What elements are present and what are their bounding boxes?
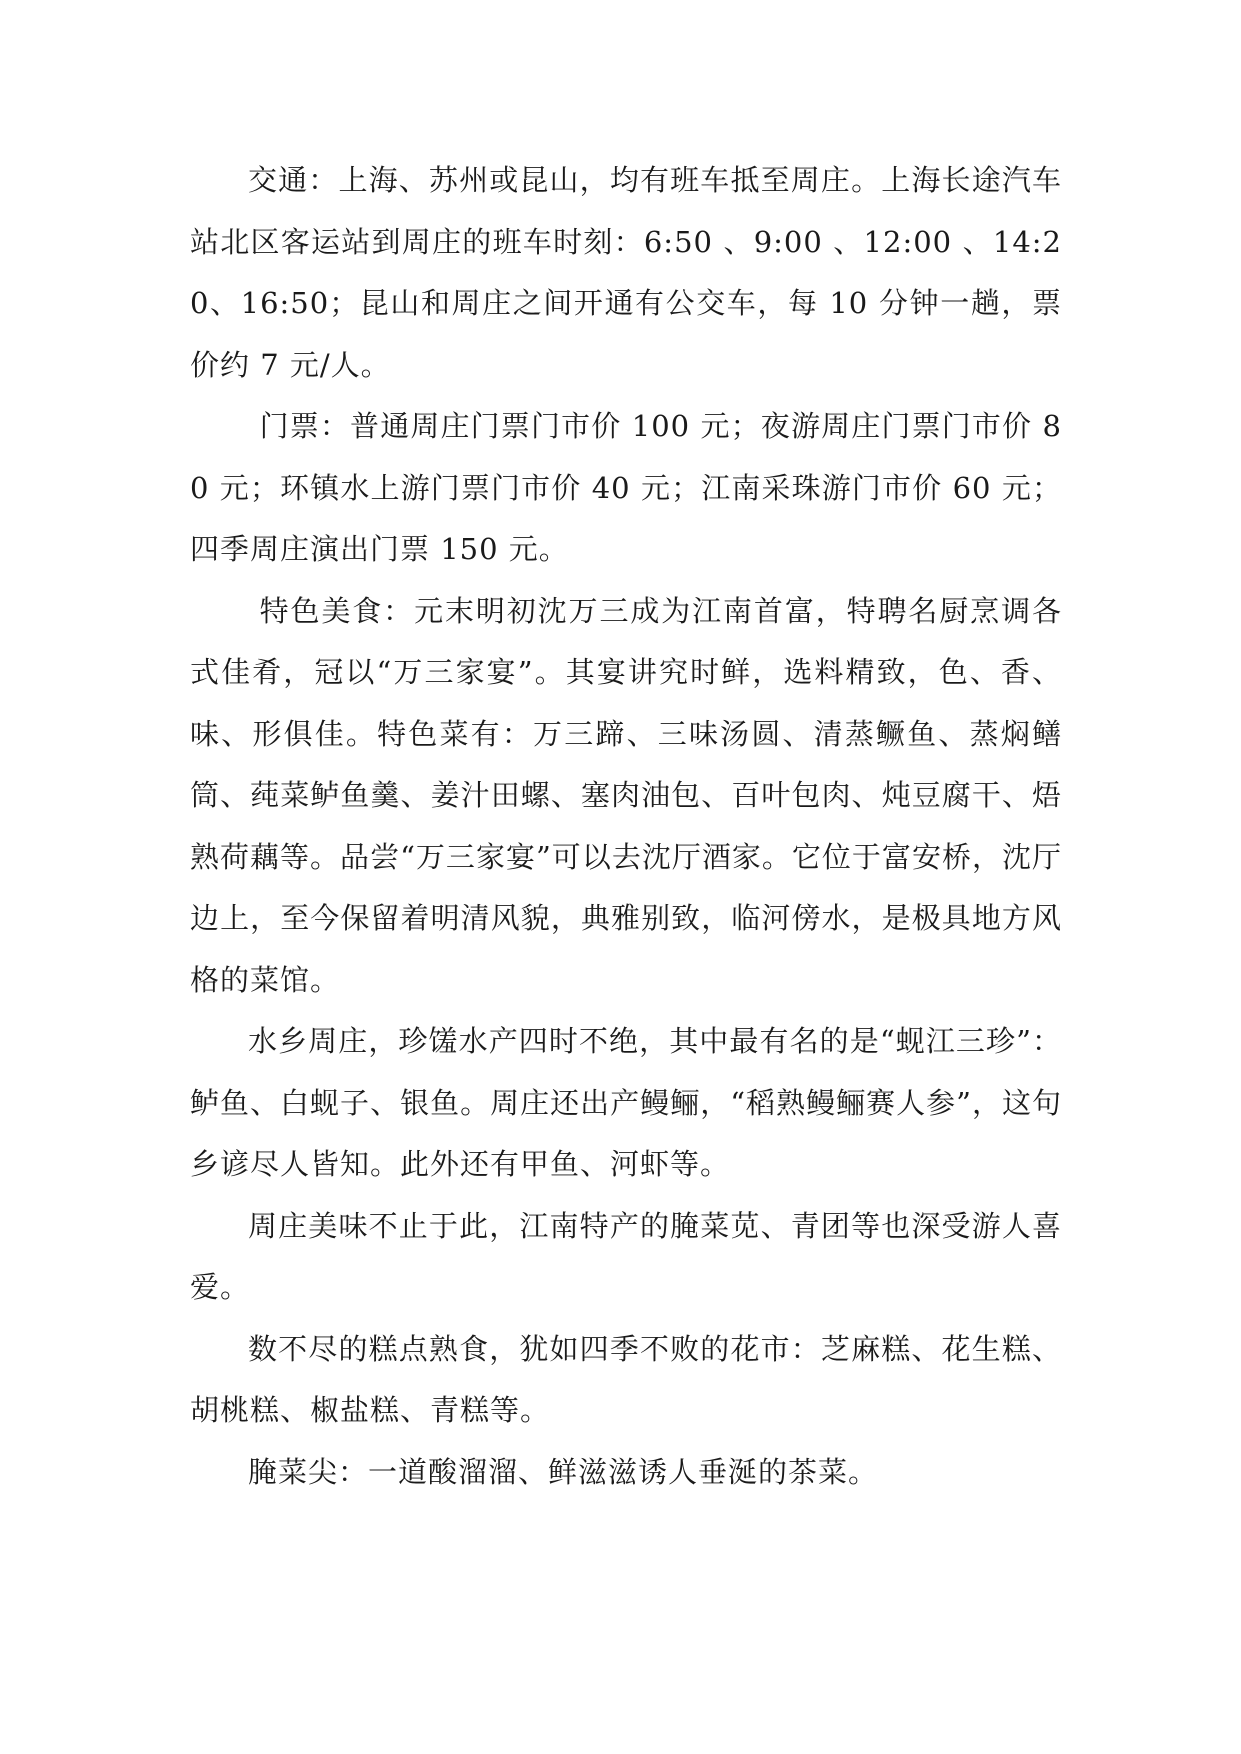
paragraph-tickets: 门票：普通周庄门票门市价 100 元；夜游周庄门票门市价 80 元；环镇水上游门票门市价 40 元；江南采珠游门市价 60 元；四季周庄演出门票 150 元。 bbox=[190, 409, 1062, 566]
paragraph-transport: 交通：上海、苏州或昆山，均有班车抵至周庄。上海长途汽车站北区客运站到周庄的班车时刻：6:50 、9:00 、12:00 、14:20、16:50；昆山和周庄之间开通有公交车，每 10 分钟一趟，票价约 7 元/人。 bbox=[190, 163, 1062, 382]
paragraph-local-delicacies: 周庄美味不止于此，江南特产的腌菜苋、青团等也深受游人喜爱。 bbox=[190, 1208, 1062, 1304]
paragraph-pastries: 数不尽的糕点熟食，犹如四季不败的花市：芝麻糕、花生糕、胡桃糕、椒盐糕、青糕等。 bbox=[190, 1331, 1062, 1427]
document-body bbox=[190, 150, 1062, 1503]
paragraph-specialty-food: 特色美食：元末明初沈万三成为江南首富，特聘名厨烹调各式佳肴，冠以“万三家宴”。其宴讲究时鲜，选料精致，色、香、味、形俱佳。特色菜有：万三蹄、三味汤圆、清蒸鳜鱼、蒸焖鳝筒、莼菜鲈鱼羹、姜汁田螺、塞肉油包、百叶包肉、炖豆腐干、焐熟荷藕等。品尝“万三家宴”可以去沈厅酒家。它位于富安桥，沈厅边上，至今保留着明清风貌，典雅别致，临河傍水，是极具地方风格的菜馆。 bbox=[190, 593, 1062, 997]
paragraph-pickled-vegetable: 腌菜尖：一道酸溜溜、鲜滋滋诱人垂涎的茶菜。 bbox=[248, 1454, 879, 1489]
paragraph-water-products: 水乡周庄，珍馐水产四时不绝，其中最有名的是“蚬江三珍”：鲈鱼、白蚬子、银鱼。周庄还出产鳗鲡，“稻熟鳗鲡赛人参”，这句乡谚尽人皆知。此外还有甲鱼、河虾等。 bbox=[190, 1024, 1062, 1181]
